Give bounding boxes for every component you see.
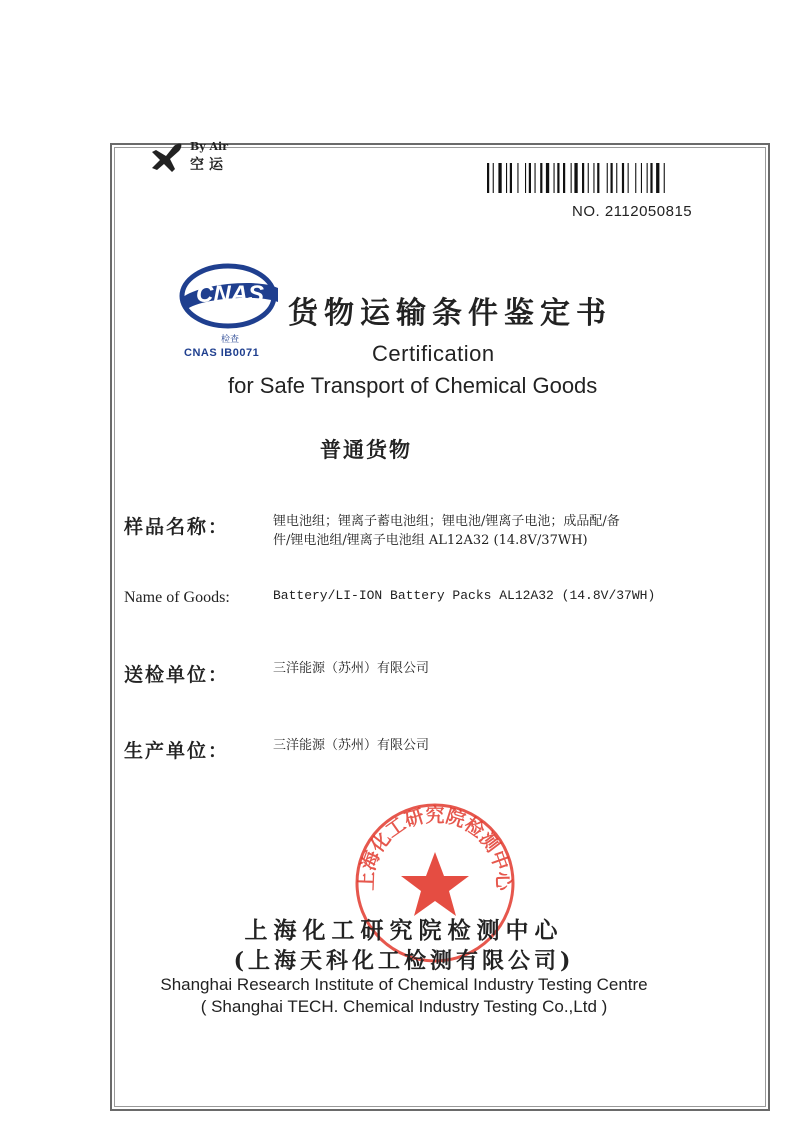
barcode-bar xyxy=(487,163,489,193)
cnas-logo-sub: 检查 xyxy=(220,335,240,345)
barcode-bar xyxy=(582,163,584,193)
manufacturer-label: 生产单位： xyxy=(124,740,230,762)
barcode-bar xyxy=(593,163,594,193)
barcode-bar xyxy=(557,163,559,193)
name-of-goods-value: Battery/LI-ION Battery Packs AL12A32 (14.8V/37WH) xyxy=(273,588,656,603)
barcode-bar xyxy=(597,163,599,193)
barcode-bar xyxy=(607,163,608,193)
barcode-bar xyxy=(656,163,659,193)
transport-mode-cn: 空运 xyxy=(190,157,228,173)
title-en-line2: for Safe Transport of Chemical Goods xyxy=(228,373,598,398)
airplane-icon xyxy=(148,140,186,174)
barcode-bar xyxy=(622,163,624,193)
barcode-bar xyxy=(611,163,613,193)
barcode-bar xyxy=(563,163,565,193)
barcode-bar xyxy=(493,163,494,193)
institute-en-line2: ( Shanghai TECH. Chemical Industry Testing Co.,Ltd ) xyxy=(200,997,608,1016)
barcode-bar xyxy=(588,163,589,193)
barcode-bar xyxy=(506,163,507,193)
barcode-bar xyxy=(571,163,572,193)
barcode-bar xyxy=(525,163,526,193)
institute-en-line1: Shanghai Research Institute of Chemical Industry Testing Centre xyxy=(160,975,648,994)
barcode-bar xyxy=(498,163,501,193)
name-of-goods-label: Name of Goods: xyxy=(124,589,230,606)
cnas-logo xyxy=(178,258,288,348)
barcode-bar xyxy=(616,163,617,193)
submitter-label: 送检单位： xyxy=(124,664,230,686)
goods-category: 普通货物 xyxy=(320,438,412,462)
barcode-bar xyxy=(650,163,652,193)
barcode-bar xyxy=(535,163,536,193)
cnas-logo-text: CNAS xyxy=(195,281,265,308)
certificate-number: NO. 2112050815 xyxy=(572,203,693,220)
barcode-bar xyxy=(554,163,555,193)
sample-name-value-line1: 锂电池组；锂离子蓄电池组；锂电池/锂离子电池；成品配/备 xyxy=(273,514,620,529)
title-en-line1: Certification xyxy=(372,341,495,366)
barcode-bar xyxy=(664,163,665,193)
barcode-bar xyxy=(635,163,636,193)
barcode-bar xyxy=(529,163,531,193)
submitter-value: 三洋能源（苏州）有限公司 xyxy=(273,661,430,676)
svg-text:上海化工研究院检测中心: 上海化工研究院检测中心 xyxy=(355,804,515,891)
transport-mode-en: By Air xyxy=(190,140,229,153)
sample-name-label: 样品名称： xyxy=(124,516,230,538)
barcode-bar xyxy=(574,163,577,193)
barcode-bar xyxy=(546,163,549,193)
barcode-bar xyxy=(510,163,512,193)
institute-cn-line1: 上海化工研究院检测中心 xyxy=(244,917,564,944)
cnas-code: CNAS IB0071 xyxy=(184,347,260,359)
manufacturer-value: 三洋能源（苏州）有限公司 xyxy=(273,738,430,753)
sample-name-value-line2: 件/锂电池组/锂离子电池组 AL12A32 (14.8V/37WH) xyxy=(273,533,588,548)
transport-mode xyxy=(148,140,229,178)
title-cn: 货物运输条件鉴定书 xyxy=(288,296,612,331)
barcode-bar xyxy=(540,163,542,193)
barcode-bar xyxy=(517,163,518,193)
barcode-bar xyxy=(647,163,648,193)
barcode-bar xyxy=(628,163,629,193)
barcode xyxy=(487,163,719,193)
institute-cn-line2: (上海天科化工检测有限公司) xyxy=(233,948,575,974)
barcode-bar xyxy=(641,163,642,193)
